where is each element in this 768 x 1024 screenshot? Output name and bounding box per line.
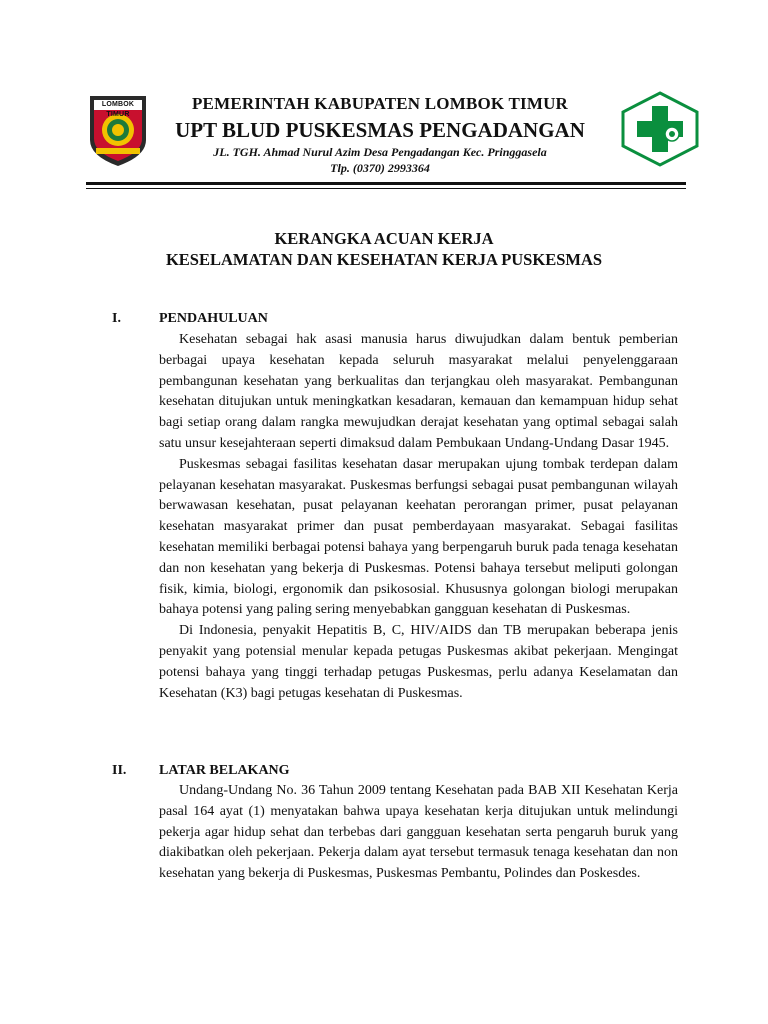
document-title [90,228,678,270]
institution-address: JL. TGH. Ahmad Nurul Azim Desa Pengadangan Kec. Pringgasela [213,145,547,159]
section-body [159,781,678,885]
institution-name: UPT BLUD PUSKESMAS PENGADANGAN [175,118,585,142]
section-body [159,330,678,704]
paragraph: Kesehatan sebagai hak asasi manusia harus diwujudkan dalam bentuk pemberian berbagai upaya kesehatan kepada seluruh masyarakat melalui penyelenggaraan pembangunan kesehatan yang berkualitas dan terjangkau oleh masyarakat. Pembangunan kesehatan ditujukan untuk meningkatkan kesadaran, kemauan dan kemampuan hidup sehat bagi setiap orang dalam rangka mewujudkan derajat kesehatan yang optimal sebagai salah satu unsur kesejahteraan seperti dimaksud dalam Pembukaan Undang-Undang Dasar 1945. [159,332,678,451]
letterhead-rule-thick [86,182,686,185]
puskesmas-green-cross-icon [614,90,706,168]
left-logo-label: LOMBOK TIMUR [101,101,135,118]
section-number: II. [112,763,127,778]
paragraph: Di Indonesia, penyakit Hepatitis B, C, HIV/AIDS dan TB merupakan beberapa jenis penyakit yang potensial menular kepada petugas Puskesmas akibat pekerjaan. Mengingat potensi bahaya yang tinggi terhadap petugas Puskesmas, perlu adanya Keselamatan dan Kesehatan (K3) bagi petugas kesehatan di Puskesmas. [159,623,678,701]
section-number: I. [112,311,121,326]
institution-phone: Tlp. (0370) 2993364 [330,161,430,175]
title-line-2: KESELAMATAN DAN KESEHATAN KERJA PUSKESMAS [165,250,603,269]
section-heading: PENDAHULUAN [159,311,268,326]
section-heading: LATAR BELAKANG [159,763,290,778]
lombok-timur-crest-icon [86,90,150,168]
paragraph: Puskesmas sebagai fasilitas kesehatan dasar merupakan ujung tombak terdepan dalam pelayanan kesehatan masyarakat. Puskesmas berfungsi sebagai pusat pembangunan wilayah berwawasan kesehatan, pusat pelayanan keehatan perorangan primer, pusat pelayanan kesehatan masyarakat primer dan pusat pemberdayaan masyarakat. Sebagai fasilitas kesehatan memiliki berbagai potensi bahaya yang berpengaruh buruk pada tenaga kesehatan dan non kesehatan yang bekerja di Puskesmas. Potensi bahaya tersebut meliputi golongan fisik, kimia, biologi, ergonomik dan psikososial. Khususnya golongan biologi merupakan bahaya potensi yang paling sering menyebabkan gangguan kesehatan di Puskesmas. [159,456,678,618]
letterhead [160,94,600,176]
title-line-1: KERANGKA ACUAN KERJA [274,229,494,248]
paragraph: Undang-Undang No. 36 Tahun 2009 tentang Kesehatan pada BAB XII Kesehatan Kerja pasal 164 ayat (1) menyatakan bahwa upaya kesehatan kerja ditujukan untuk melindungi pekerja agar hidup sehat dan terbebas dari gangguan kesehatan serta pengaruh buruk yang diakibatkan oleh pekerjaan. Pekerja dalam ayat tersebut termasuk tenaga kesehatan dan non kesehatan yang bekerja di Puskesmas, Puskesmas Pembantu, Polindes dan Poskesdes. [159,783,678,882]
letterhead-rule-thin [86,188,686,189]
government-name: PEMERINTAH KABUPATEN LOMBOK TIMUR [191,94,569,113]
